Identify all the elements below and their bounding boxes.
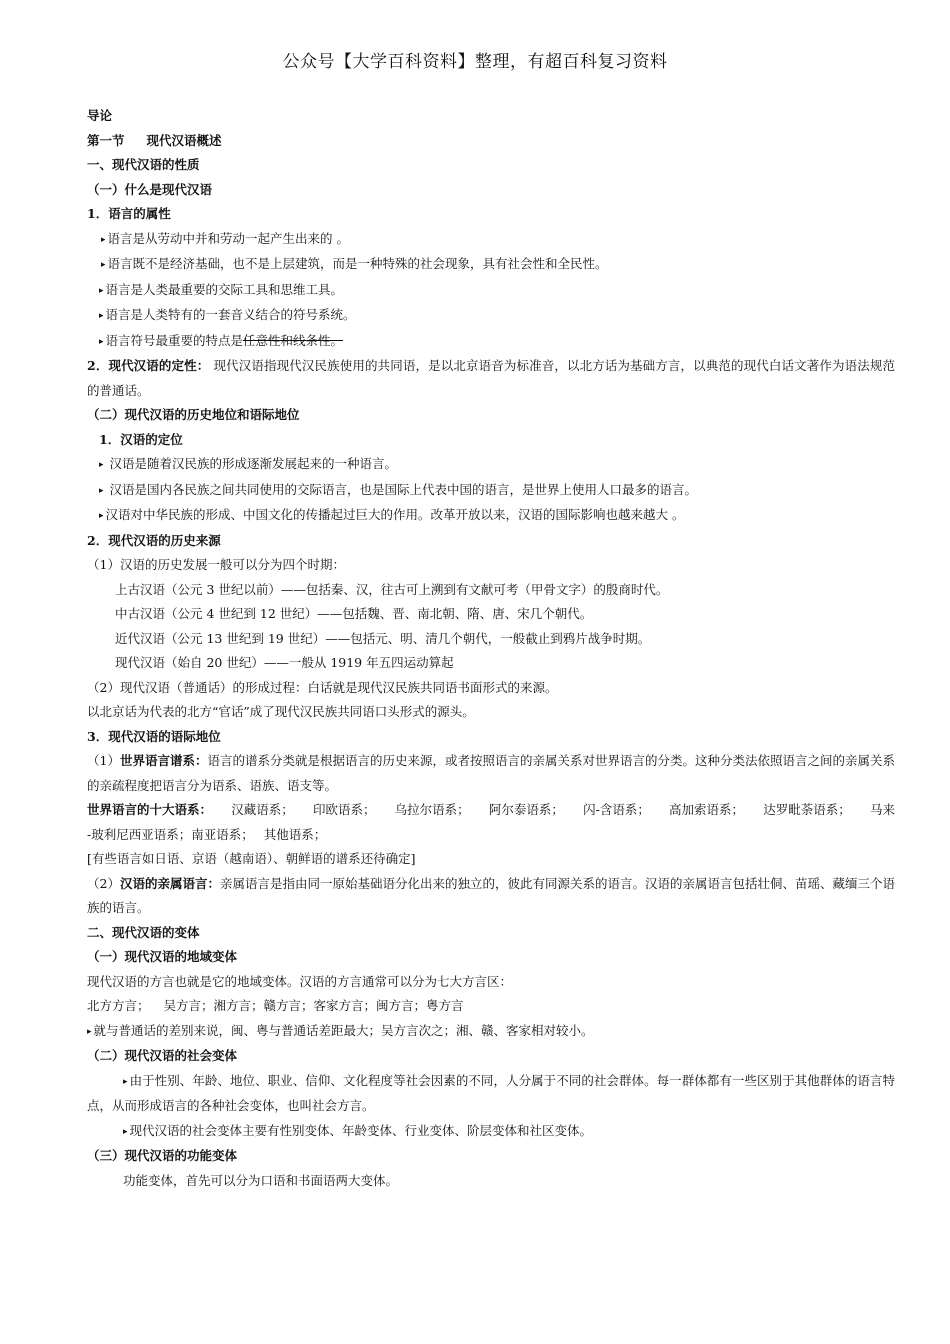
intro-heading: 导论 — [87, 108, 113, 123]
heading-what-is: （一）什么是现代汉语 — [87, 181, 213, 197]
period-item: 上古汉语（公元 3 世纪以前）——包括秦、汉，往古可上溯到有文献可考（甲骨文字）的殷商时代。 — [115, 581, 669, 597]
family-item: 闪-含语系； — [583, 802, 650, 817]
definition-paragraph — [87, 354, 895, 403]
dialect-list: 北方方言； 吴方言；湘方言；赣方言；客家方言；闽方言；粤方言 — [87, 998, 464, 1013]
origin-paragraph: （2）现代汉语（普通话）的形成过程：白话就是现代汉民族共同语书面形式的来源。 — [87, 679, 558, 695]
family-item: 汉藏语系； — [231, 802, 294, 817]
kin-paragraph: （2）汉语的亲属语言：亲属语言是指由同一原始基础语分化出来的独立的，彼此有同源关系的语言。汉语的亲属语言包括壮侗、苗瑶、藏缅三个语族的语言。 — [87, 875, 895, 915]
heading-origin: 2．现代汉语的历史来源 — [87, 532, 221, 548]
bullet-triangle-icon: ▸ — [99, 485, 104, 496]
document-body — [87, 104, 895, 1193]
origin-paragraph: （1）汉语的历史发展一般可以分为四个时期： — [87, 557, 345, 572]
family-item: 马来 — [869, 802, 895, 817]
heading-social: （二）现代汉语的社会变体 — [87, 1048, 238, 1063]
definition-label: 2．现代汉语的定性： — [87, 358, 210, 373]
bullet-triangle-icon: ▸ — [101, 260, 106, 270]
bullet-triangle-icon: ▸ — [101, 234, 106, 245]
social-bullet: ▸ 现代汉语的社会变体主要有性别变体、年龄变体、行业变体、阶层变体和社区变体。 — [123, 1122, 593, 1138]
struck-text: 任意性和线条性。 — [243, 332, 344, 348]
heading-variants: 二、现代汉语的变体 — [87, 924, 200, 940]
attr-bullet: ▸ 语言是人类特有的一套音义结合的符号系统。 — [99, 307, 356, 322]
bullet-triangle-icon: ▸ — [99, 511, 104, 521]
family-item: 乌拉尔语系； — [394, 802, 470, 817]
family-item: 阿尔泰语系； — [488, 802, 564, 817]
genealogy-paragraph: （1）世界语言谱系：语言的谱系分类就是根据语言的历史来源，或者按照语言的亲属关系对世界语言的分类。这种分类法依照语言之间的亲属关系的亲疏程度把语言分为语系、语族、语支等。 — [87, 753, 896, 793]
attr-bullet: ▸ 语言是从劳动中并和劳动一起产生出来的 。 — [101, 230, 350, 246]
family-item: 达罗毗荼语系； — [763, 802, 851, 817]
heading-nature: 一、现代汉语的性质 — [87, 157, 200, 172]
section-title: 现代汉语概述 — [146, 132, 222, 148]
bullet-triangle-icon: ▸ — [87, 1026, 92, 1037]
kin-label: 汉语的亲属语言： — [119, 875, 220, 891]
family-item: 印欧语系； — [312, 802, 376, 817]
definition-text: 现代汉语指现代汉民族使用的共同语，是以北京语音为标准音，以北方话为基础方言，以典范的现代白话文著作为语法规范的普通话。 — [87, 358, 895, 398]
bullet-triangle-icon: ▸ — [99, 311, 104, 321]
period-item: 近代汉语（公元 13 世纪到 19 世纪）——包括元、明、清几个朝代，一般截止到鸦片战争时期。 — [115, 630, 651, 646]
functional-paragraph: 功能变体，首先可以分为口语和书面语两大变体。 — [123, 1172, 399, 1188]
heading-position: 1．汉语的定位 — [99, 431, 183, 447]
ten-families-continued: -玻利尼西亚语系；南亚语系； 其他语系； — [87, 826, 327, 842]
period-item: 现代汉语（始自 20 世纪）——一般从 1919 年五四运动算起 — [115, 655, 454, 670]
origin-paragraph: 以北京话为代表的北方“官话”成了现代汉民族共同语口头形式的源头。 — [87, 704, 475, 719]
page-header: 公众号【大学百科资料】整理，有超百科复习资料 — [282, 52, 668, 72]
period-item: 中古汉语（公元 4 世纪到 12 世纪）——包括魏、晋、南北朝、隋、唐、宋几个朝代。 — [115, 606, 593, 621]
heading-regional: （一）现代汉语的地域变体 — [87, 949, 238, 964]
position-bullet: ▸ 汉语是随着汉民族的形成逐渐发展起来的一种语言。 — [99, 456, 398, 471]
heading-international: 3．现代汉语的语际地位 — [87, 728, 221, 744]
bullet-triangle-icon: ▸ — [123, 1076, 128, 1087]
family-item: 高加索语系； — [669, 802, 745, 817]
heading-functional: （三）现代汉语的功能变体 — [87, 1148, 238, 1163]
genealogy-label: 世界语言谱系： — [119, 753, 208, 768]
attr-bullet: ▸ 语言符号最重要的特点是任意性和线条性。 — [99, 332, 344, 348]
ten-families-line — [87, 798, 895, 823]
attr-bullet: ▸ 语言既不是经济基础，也不是上层建筑，而是一种特殊的社会现象，具有社会性和全民性。 — [101, 256, 608, 271]
position-bullet: ▸ 汉语对中华民族的形成、中国文化的传播起过巨大的作用。改革开放以来，汉语的国际影响也越来越大 。 — [99, 507, 685, 522]
attr-bullet: ▸ 语言是人类最重要的交际工具和思维工具。 — [99, 281, 344, 297]
ten-families-label: 世界语言的十大语系： — [87, 802, 213, 817]
section-number: 第一节 — [87, 132, 125, 148]
bullet-triangle-icon: ▸ — [123, 1126, 128, 1137]
bullet-triangle-icon: ▸ — [99, 285, 104, 296]
bullet-triangle-icon: ▸ — [99, 460, 104, 470]
section-heading — [87, 129, 895, 154]
bullet-triangle-icon: ▸ — [99, 336, 104, 347]
regional-bullet: ▸ 就与普通话的差别来说，闽、粤与普通话差距最大；吴方言次之；湘、赣、客家相对较小。 — [87, 1022, 594, 1038]
regional-paragraph: 现代汉语的方言也就是它的地域变体。汉语的方言通常可以分为七大方言区： — [87, 973, 513, 989]
ten-families-note: [有些语言如日语、京语（越南语）、朝鲜语的谱系还待确定] — [87, 851, 416, 866]
heading-status: （二）现代汉语的历史地位和语际地位 — [87, 407, 300, 422]
social-bullet: ▸ 由于性别、年龄、地位、职业、信仰、文化程度等社会因素的不同，人分属于不同的社会群体。每一群体都有一些区别于其他群体的语言特点，从而形成语言的各种社会变体，也叫社会方言。 — [87, 1072, 895, 1113]
heading-language-attributes: 1．语言的属性 — [87, 206, 171, 221]
position-bullet: ▸ 汉语是国内各民族之间共同使用的交际语言，也是国际上代表中国的语言，是世界上使用人口最多的语言。 — [99, 481, 698, 497]
